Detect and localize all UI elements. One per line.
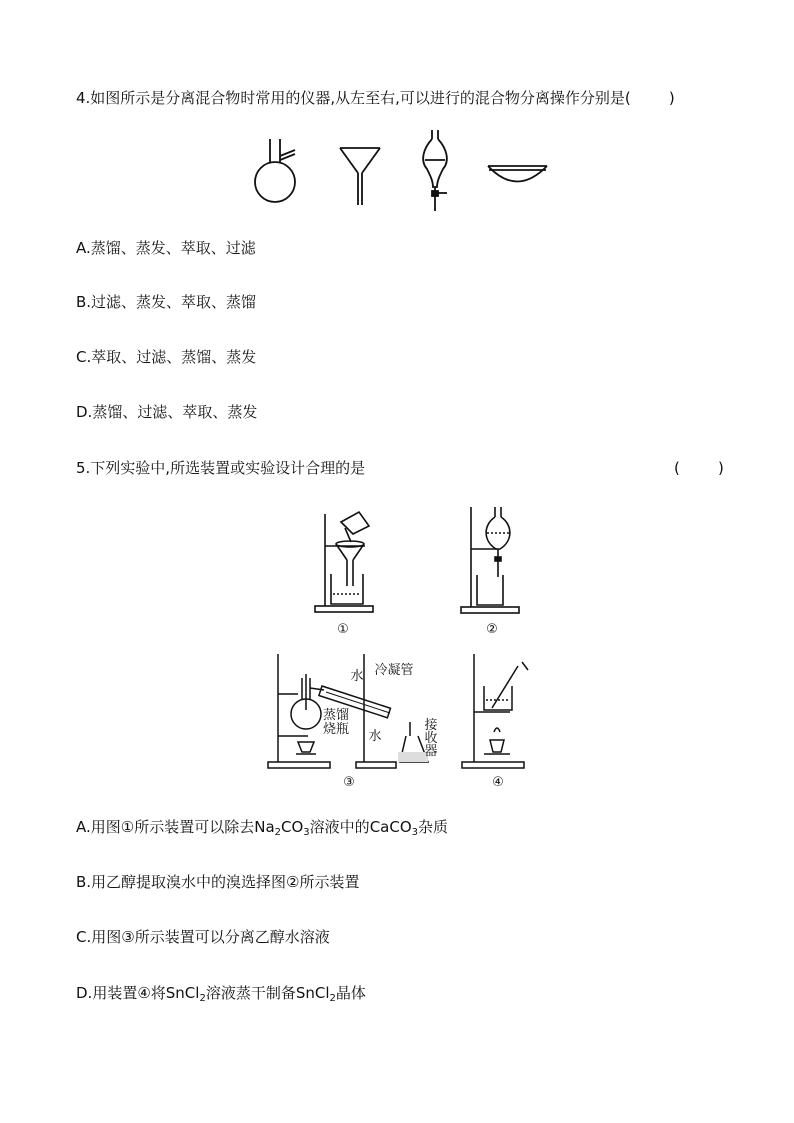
q5-figure-4-label: ④ [492, 775, 504, 790]
separatory-funnel-icon [423, 130, 447, 211]
q5-figure-1-label: ① [337, 622, 349, 637]
q5-option-d[interactable]: D.用装置④将SnCl$_2$溶液蒸干制备SnCl$_2$晶体 [76, 984, 366, 1004]
water-inlet-label: 水 [368, 729, 382, 744]
distilling-flask-label-1: 蒸馏 [322, 708, 349, 723]
q5-figure-1-filtration [305, 508, 385, 618]
q4-option-a[interactable]: A.蒸馏、蒸发、萃取、过滤 [76, 239, 256, 257]
receiver-label-1: 接 [424, 718, 438, 733]
funnel-icon [340, 148, 380, 205]
q5-stem: 5.下列实验中,所选装置或实验设计合理的是 [76, 459, 366, 477]
evaporating-dish-icon [488, 166, 547, 182]
condenser-label: 冷凝管 [374, 663, 414, 678]
distilling-flask-icon [255, 139, 295, 202]
q4-apparatus-figure [245, 127, 565, 217]
q5-option-c[interactable]: C.用图③所示装置可以分离乙醇水溶液 [76, 928, 330, 946]
q4-option-b[interactable]: B.过滤、蒸发、萃取、蒸馏 [76, 293, 257, 311]
q5-figure-3-label: ③ [343, 775, 355, 790]
q4-option-c[interactable]: C.萃取、过滤、蒸馏、蒸发 [76, 348, 257, 366]
q4-answer-paren: ) [630, 89, 675, 107]
q5-figure-2-label: ② [486, 622, 498, 637]
receiver-label-3: 器 [424, 744, 438, 759]
q4-option-d[interactable]: D.蒸馏、过滤、萃取、蒸发 [76, 403, 258, 421]
q5-option-a[interactable]: A.用图①所示装置可以除去$Na_2CO_3$溶液中的CaCO$_3$杂质 [76, 818, 449, 838]
water-outlet-label: 水 [350, 669, 364, 684]
q4-stem: 4.如图所示是分离混合物时常用的仪器,从左至右,可以进行的混合物分离操作分别是( ) [76, 89, 675, 107]
distilling-flask-label-2: 烧瓶 [322, 722, 349, 737]
q5-figure-2-separation [455, 503, 530, 618]
q5-option-b[interactable]: B.用乙醇提取溴水中的溴选择图②所示装置 [76, 873, 360, 891]
q5-figure-4-evaporation [456, 648, 536, 773]
q5-answer-paren: ( ) [674, 459, 724, 477]
receiver-label-2: 收 [424, 731, 438, 746]
